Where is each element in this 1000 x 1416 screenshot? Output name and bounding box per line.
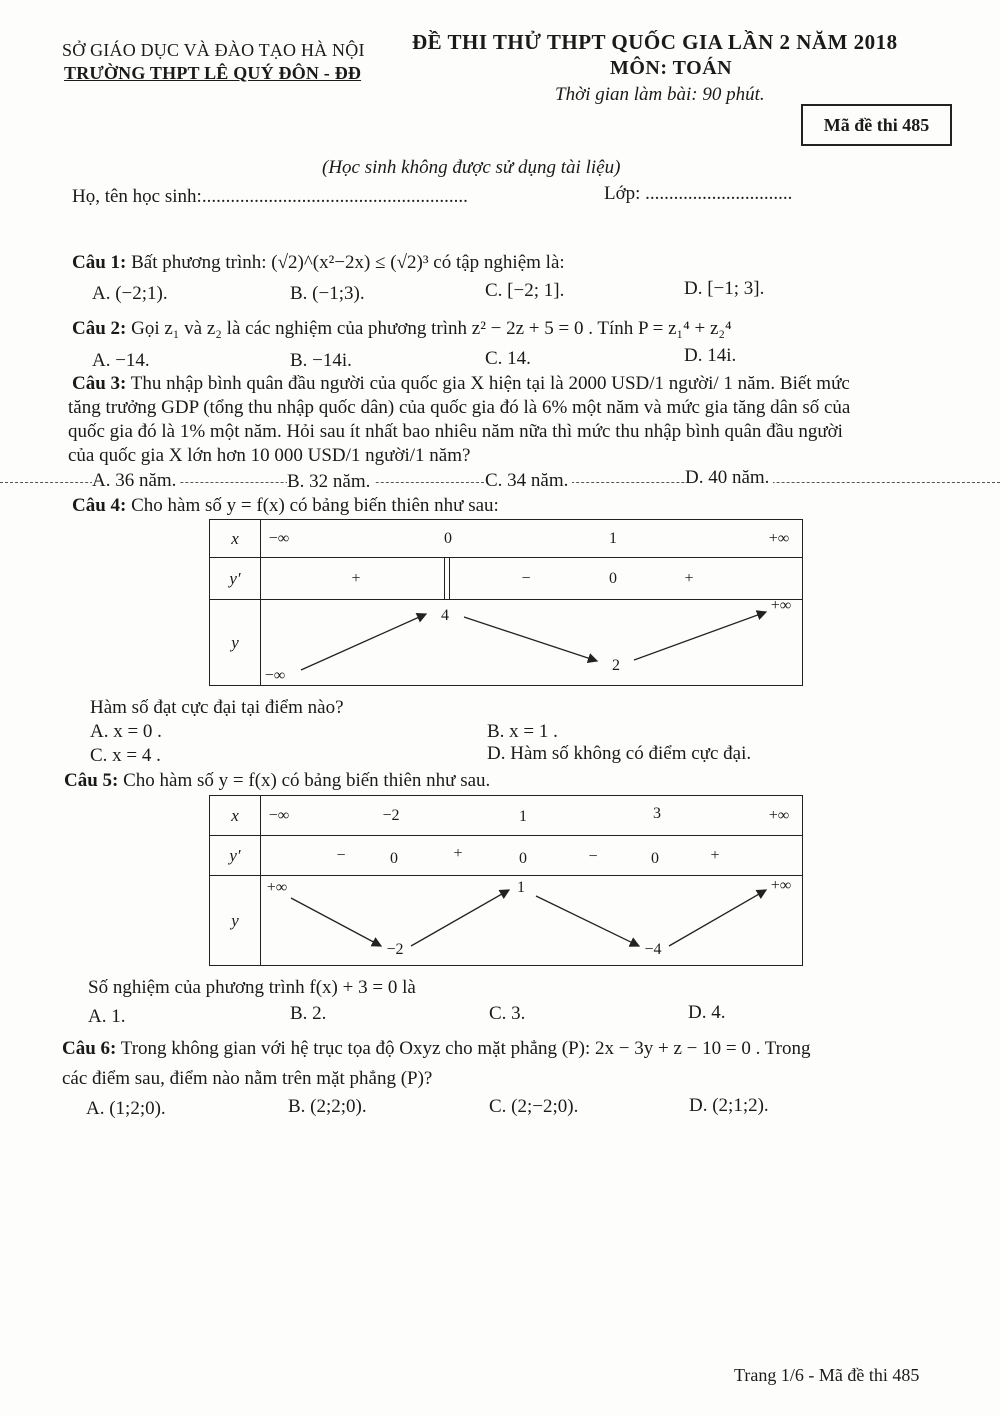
question-label: Câu 5: (64, 770, 119, 791)
q3-text-line-2: tăng trưởng GDP (tổng thu nhập quốc dân) của quốc gia đó là 6% một năm và mức gia tăng dân số của (68, 397, 851, 418)
question-5 (64, 770, 490, 792)
question-4 (72, 495, 499, 517)
question-label: Câu 6: (62, 1038, 117, 1059)
derivative-sign: 0 (519, 850, 527, 868)
q4-option-b: B. x = 1 . (487, 721, 558, 742)
q1-option-b: B. (−1;3). (290, 283, 365, 304)
y-value: 2 (612, 657, 620, 674)
q6-option-d: D. (2;1;2). (689, 1095, 769, 1116)
exam-title: ĐỀ THI THỬ THPT QUỐC GIA LẦN 2 NĂM 2018 (412, 30, 898, 54)
decrease-arrow (291, 898, 381, 946)
row-label-y: y (231, 632, 239, 652)
page-footer: Trang 1/6 - Mã đề thi 485 (734, 1365, 920, 1385)
q5-option-c: C. 3. (489, 1003, 526, 1024)
derivative-sign: + (351, 569, 361, 587)
question-label: Câu 2: (72, 318, 127, 339)
row-label-x: x (231, 528, 239, 548)
increase-arrow (411, 890, 509, 946)
q3-option-d: D. 40 năm. (685, 467, 773, 489)
question-text: Thu nhập bình quân đầu người của quốc gia X hiện tại là 2000 USD/1 người/ 1 năm. Biết mức (126, 373, 850, 394)
derivative-sign: − (336, 846, 346, 864)
student-name-field: Họ, tên học sinh:........................................................ (72, 186, 468, 207)
variation-table-q5 (209, 795, 803, 966)
exam-code: Mã đề thi 485 (823, 114, 930, 135)
exam-subject: MÔN: TOÁN (610, 57, 733, 79)
question-6 (62, 1038, 811, 1060)
department-name: SỞ GIÁO DỤC VÀ ĐÀO TẠO HÀ NỘI (62, 40, 365, 60)
increase-arrow (634, 612, 766, 660)
y-value: −4 (644, 941, 662, 958)
q4-option-a: A. x = 0 . (90, 721, 162, 742)
row-label-y: y (231, 910, 239, 930)
school-name: TRƯỜNG THPT LÊ QUÝ ĐÔN - ĐĐ (64, 63, 362, 83)
x-value: 3 (653, 804, 661, 822)
q3-text-line-4: của quốc gia X lớn hơn 10 000 USD/1 người/1 năm? (68, 445, 471, 466)
question-1 (72, 252, 565, 274)
q5-question: Số nghiệm của phương trình f(x) + 3 = 0 là (88, 977, 416, 998)
x-value: 1 (519, 808, 527, 826)
q2-option-c: C. 14. (485, 348, 531, 369)
q4-option-c: C. x = 4 . (90, 745, 161, 766)
y-value: 1 (517, 879, 525, 896)
q5-option-a: A. 1. (88, 1006, 126, 1027)
q1-option-c: C. [−2; 1]. (485, 280, 565, 301)
question-text: Cho hàm số y = f(x) có bảng biến thiên như sau. (118, 770, 491, 791)
q5-option-d: D. 4. (688, 1002, 726, 1023)
q5-option-b: B. 2. (290, 1003, 327, 1024)
y-value: −2 (386, 941, 404, 958)
y-value: +∞ (266, 879, 288, 896)
q6-option-a: A. (1;2;0). (86, 1098, 166, 1119)
q6-option-c: C. (2;−2;0). (489, 1096, 579, 1117)
x-value: +∞ (768, 806, 790, 824)
q3-option-b: B. 32 năm. (287, 471, 374, 493)
double-bar (444, 558, 450, 599)
question-label: Câu 3: (72, 373, 127, 394)
no-materials-note: (Học sinh không được sử dụng tài liệu) (322, 157, 621, 178)
derivative-sign: 0 (609, 569, 617, 587)
exam-code-box (801, 104, 952, 146)
y-value: +∞ (770, 597, 792, 614)
y-value: +∞ (770, 877, 792, 894)
decrease-arrow (536, 896, 639, 946)
derivative-sign: 0 (390, 850, 398, 868)
question-text: Gọi z₁ và z₂ là các nghiệm của phương trình z² − 2z + 5 = 0 . Tính P = z₁⁴ + z₂⁴ (126, 318, 732, 339)
derivative-sign: + (710, 846, 720, 864)
derivative-sign: − (588, 848, 598, 866)
row-label-yprime: y′ (229, 845, 241, 865)
q4-option-d: D. Hàm số không có điểm cực đại. (487, 743, 752, 764)
row-label-yprime: y′ (229, 568, 241, 588)
q6-option-b: B. (2;2;0). (288, 1096, 367, 1117)
q3-option-c: C. 34 năm. (485, 470, 572, 492)
question-label: Câu 1: (72, 252, 127, 273)
class-field: Lớp: ............................... (604, 183, 793, 204)
variation-arrows (261, 876, 805, 966)
variation-table-q4 (209, 519, 803, 686)
x-value: 1 (609, 529, 617, 547)
x-value: −2 (382, 806, 400, 824)
question-label: Câu 4: (72, 495, 127, 516)
question-text: Bất phương trình: (√2)^(x²−2x) ≤ (√2)³ có tập nghiệm là: (126, 252, 565, 273)
question-text: Cho hàm số y = f(x) có bảng biến thiên như sau: (126, 495, 499, 516)
derivative-sign: 0 (651, 850, 659, 868)
row-label-x: x (231, 805, 239, 825)
q3-text-line-3: quốc gia đó là 1% một năm. Hỏi sau ít nhất bao nhiêu năm nữa thì mức thu nhập bình quân đầu người (68, 421, 843, 442)
derivative-sign: + (453, 844, 463, 862)
variation-arrows (261, 600, 805, 686)
derivative-sign: − (521, 569, 531, 587)
q1-option-a: A. (−2;1). (92, 283, 168, 304)
x-value: −∞ (268, 806, 290, 824)
q1-option-d: D. [−1; 3]. (684, 278, 765, 299)
x-value: +∞ (768, 529, 790, 547)
q2-option-b: B. −14i. (290, 350, 352, 371)
x-value: −∞ (268, 529, 290, 547)
x-value: 0 (444, 529, 452, 547)
q3-option-a: A. 36 năm. (92, 470, 180, 492)
derivative-sign: + (684, 569, 694, 587)
decrease-arrow (464, 617, 597, 661)
q6-text-line-2: các điểm sau, điểm nào nằm trên mặt phẳng (P)? (62, 1068, 433, 1089)
increase-arrow (669, 890, 766, 946)
question-2 (72, 318, 732, 340)
increase-arrow (301, 614, 426, 670)
q2-option-d: D. 14i. (684, 345, 737, 366)
question-text: Trong không gian với hệ trục tọa độ Oxyz cho mặt phẳng (P): 2x − 3y + z − 10 = 0 . Trong (116, 1038, 811, 1059)
y-value: −∞ (264, 667, 286, 684)
exam-time: Thời gian làm bài: 90 phút. (555, 84, 765, 105)
y-value: 4 (441, 607, 449, 624)
q4-question: Hàm số đạt cực đại tại điểm nào? (90, 697, 344, 718)
q2-option-a: A. −14. (92, 350, 150, 371)
question-3 (72, 373, 850, 395)
